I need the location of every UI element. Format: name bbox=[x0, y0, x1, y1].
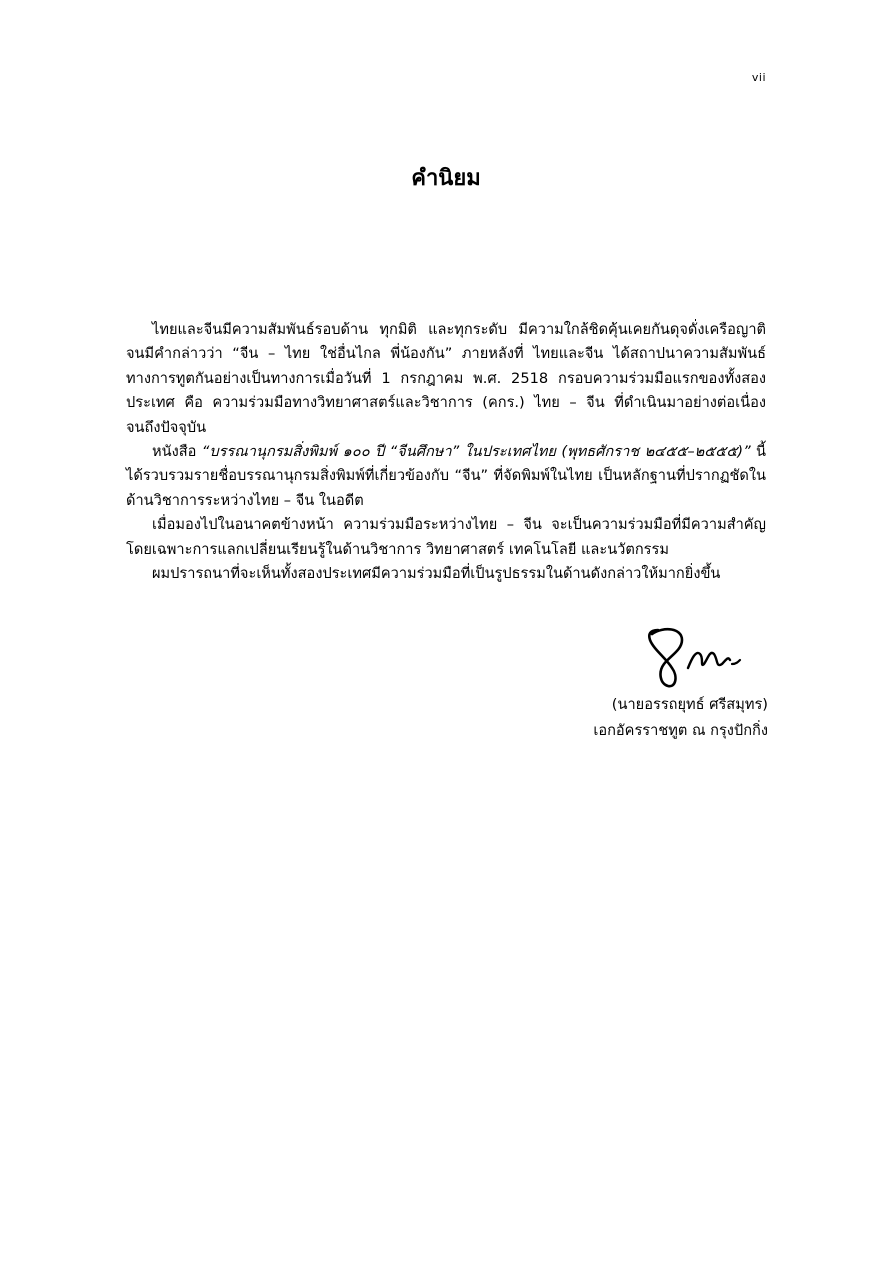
page-number: vii bbox=[751, 71, 766, 84]
paragraph-2 bbox=[126, 440, 766, 513]
signer-name: (นายอรรถยุทธ์ ศรีสมุทร) bbox=[611, 696, 768, 713]
paragraph-2-rest: นี้ได้รวบรวมรายชื่อบรรณานุกรมสิ่งพิมพ์ที่เกี่ยวข้องกับ “จีน” ที่จัดพิมพ์ในไทย เป็นหลักฐานที่ปรากฏชัดในด้านวิชาการระหว่างไทย – จีน ในอดีต bbox=[126, 443, 766, 509]
paragraph-3: เมื่อมองไปในอนาคตข้างหน้า ความร่วมมือระหว่างไทย – จีน จะเป็นความร่วมมือที่มีความสำคัญโดยเฉพาะการแลกเปลี่ยนเรียนรู้ในด้านวิชาการ วิทยาศาสตร์ เทคโนโลยี และนวัตกรรม bbox=[126, 516, 766, 558]
foreword-body bbox=[126, 318, 766, 586]
book-title: “บรรณานุกรมสิ่งพิมพ์ ๑๐๐ ปี “จีนศึกษา” ในประเทศไทย (พุทธศักราช ๒๔๕๕–๒๕๕๕)” bbox=[201, 443, 751, 461]
signer-position: เอกอัครราชทูต ณ กรุงปักกิ่ง bbox=[593, 722, 768, 739]
paragraph-4: ผมปรารถนาที่จะเห็นทั้งสองประเทศมีความร่วมมือที่เป็นรูปธรรมในด้านดังกล่าวให้มากยิ่งขึ้น bbox=[152, 565, 721, 583]
paragraph-1: ไทยและจีนมีความสัมพันธ์รอบด้าน ทุกมิติ และทุกระดับ มีความใกล้ชิดคุ้นเคยกันดุจดั่งเครือญาติ จนมีคำกล่าวว่า “จีน – ไทย ใช่อื่นไกล พี่น้องกัน” ภายหลังที่ ไทยและจีน ได้สถาปนาความสัมพันธ์ทางการทูตกันอย่างเป็นทางการเมื่อวันที่ 1 กรกฎาคม พ.ศ. 2518 กรอบความร่วมมือแรกของทั้งสองประเทศ คือ ความร่วมมือทางวิทยาศาสตร์และวิชาการ (คกร.) ไทย – จีน ที่ดำเนินมาอย่างต่อเนื่องจนถึงปัจจุบัน bbox=[126, 321, 766, 436]
signature-block bbox=[508, 620, 768, 744]
paragraph-2-lead: หนังสือ bbox=[152, 443, 202, 461]
page-title: คำนิยม bbox=[411, 166, 481, 191]
handwritten-signature bbox=[638, 620, 748, 692]
